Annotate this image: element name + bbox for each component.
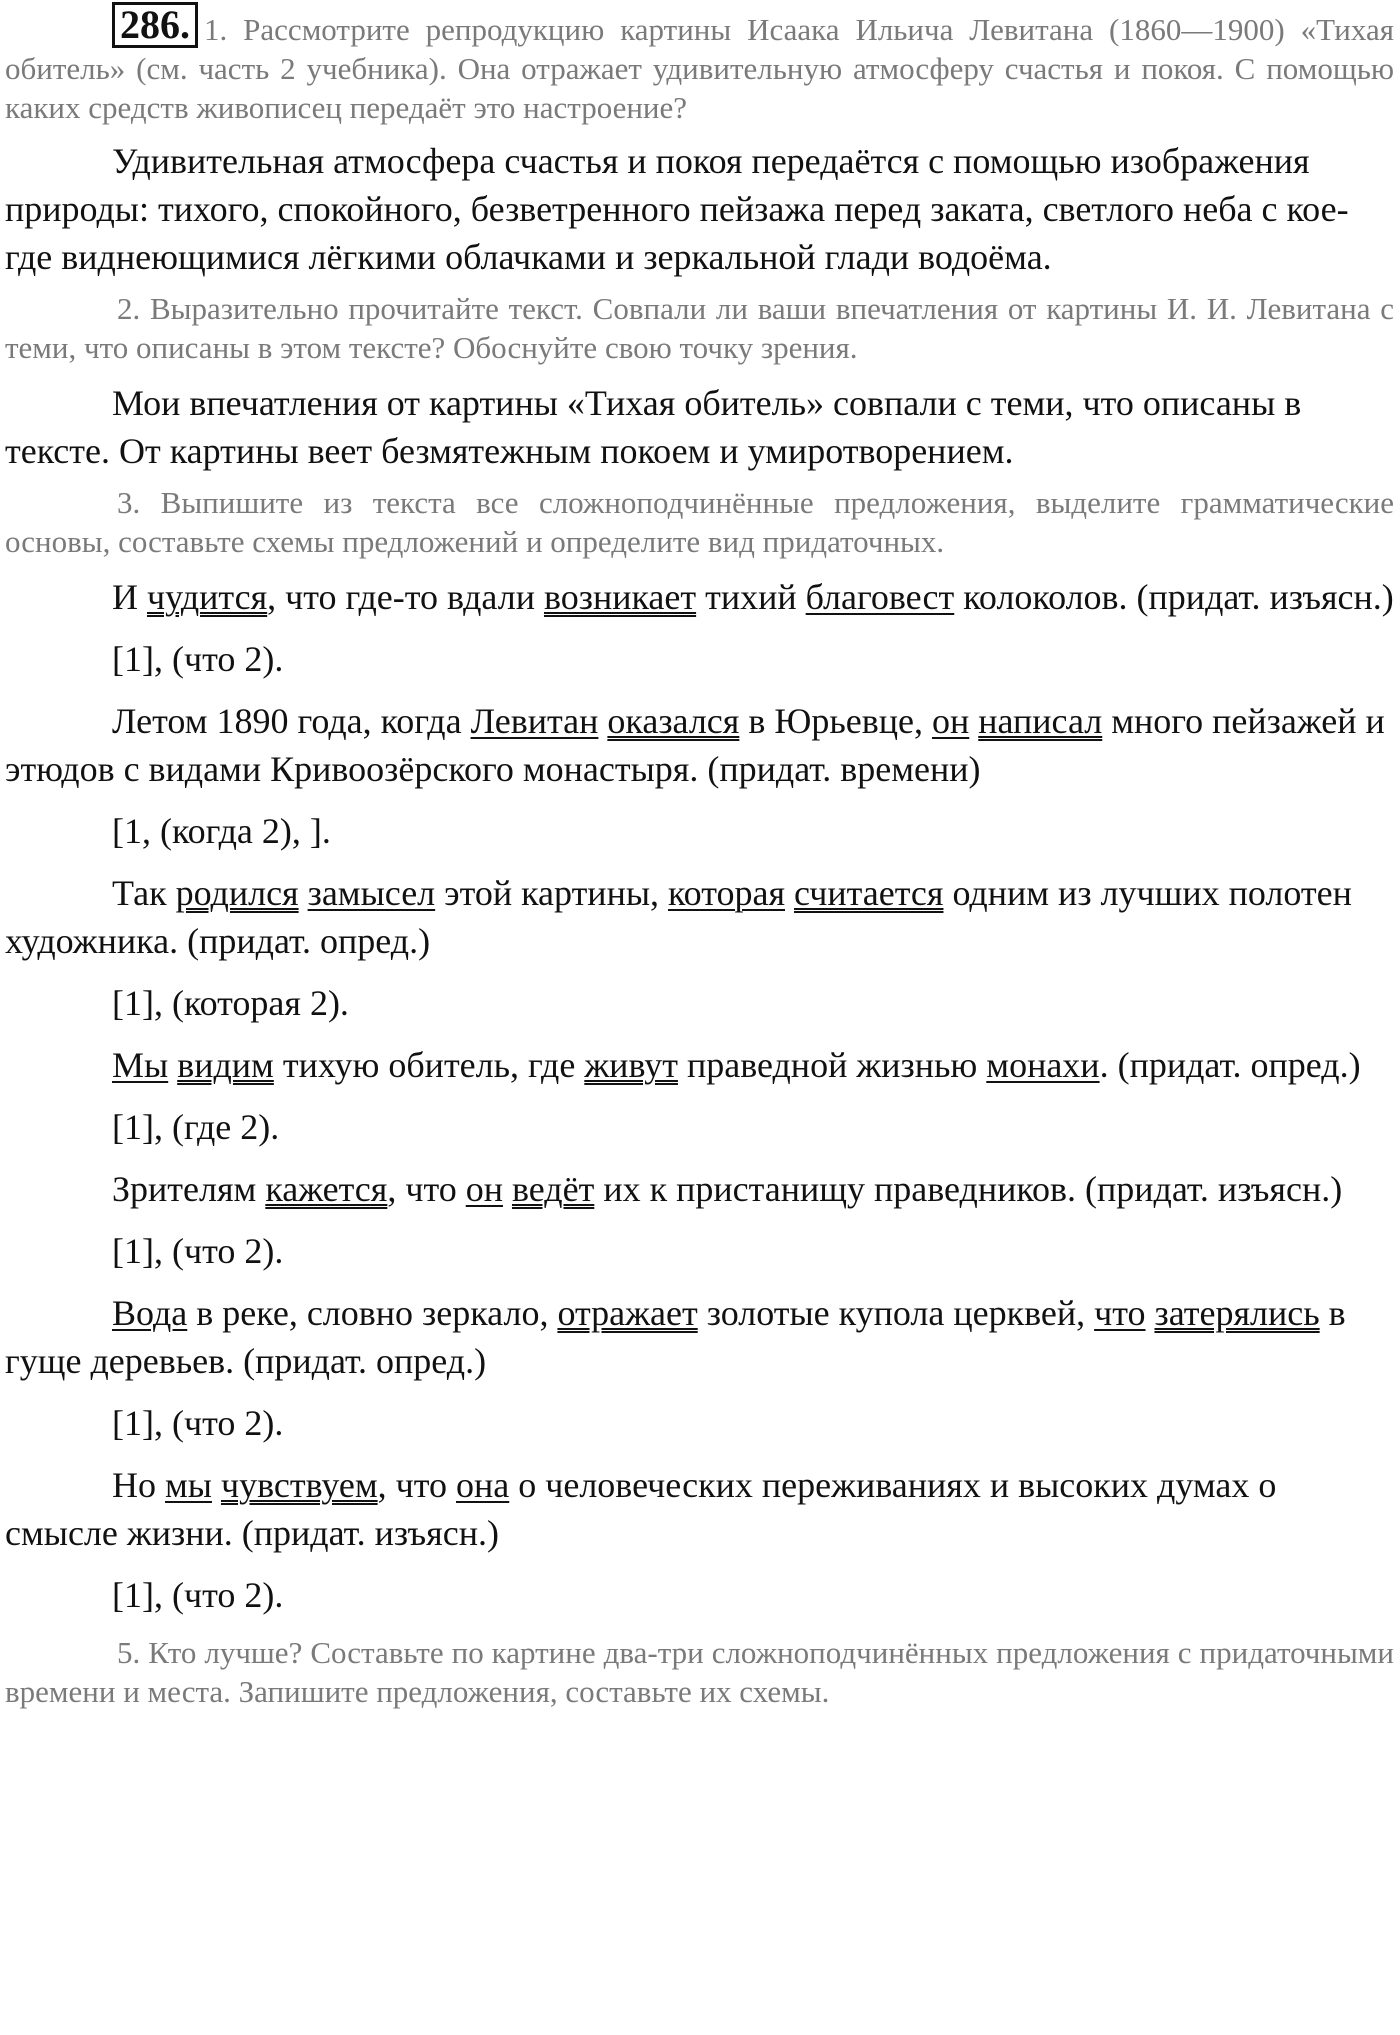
text-segment: праведной жизнью (677, 1045, 987, 1085)
predicate: чувствуем (220, 1465, 378, 1505)
answer-2 (5, 379, 1394, 475)
predicate: считается (794, 873, 944, 913)
subject: замысел (307, 873, 436, 913)
scheme-1: [1], (что 2). (112, 639, 284, 679)
predicate: отражает (557, 1293, 698, 1333)
text-segment: Зрителям (112, 1169, 266, 1209)
sentence-3 (5, 869, 1394, 965)
task-2 (5, 289, 1394, 367)
sentence-2 (5, 697, 1394, 793)
predicate: чудится (147, 577, 268, 617)
sentence-4 (5, 1041, 1394, 1089)
text-segment (969, 701, 978, 741)
predicate: оказался (607, 701, 740, 741)
subject: что (1094, 1293, 1146, 1333)
sentence-7 (5, 1461, 1394, 1557)
task-2-text: 2. Выразительно прочитайте текст. Совпали ли ваши впечатления от картины И. И. Левитана с теми, что описаны в этом тексте? Обоснуйте свою точку зрения. (5, 291, 1394, 365)
text-segment: . (придат. опред.) (1099, 1045, 1361, 1085)
task-1-text: 1. Рассмотрите репродукцию картины Исаака Ильича Левитана (1860—1900) «Тихая обитель» (см. часть 2 учебника). Она отражает удивительную атмосферу счастья и покоя. С помощью каких средств живописец передаёт это настроение? (5, 12, 1394, 125)
predicate: видим (177, 1045, 274, 1085)
text-segment: золотые купола церквей, (697, 1293, 1095, 1333)
subject: он (465, 1169, 503, 1209)
subject: мы (165, 1465, 212, 1505)
subject: монахи (986, 1045, 1100, 1085)
text-segment (503, 1169, 512, 1209)
sentence-1 (5, 573, 1394, 621)
predicate: написал (978, 701, 1103, 741)
subject: Левитан (470, 701, 599, 741)
subject: Мы (112, 1045, 169, 1085)
predicate: возникает (543, 577, 697, 617)
subject: благовест (805, 577, 955, 617)
task-5-text: 5. Кто лучше? Составьте по картине два-три сложноподчинённых предложения с придаточными времени и места. Запишите предложения, составьте их схемы. (5, 1635, 1394, 1709)
task-5 (5, 1633, 1394, 1711)
sentence-5 (5, 1165, 1394, 1213)
text-segment: , что где-то вдали (267, 577, 544, 617)
predicate: ведёт (511, 1169, 595, 1209)
sentence-6 (5, 1289, 1394, 1385)
scheme-4: [1], (где 2). (112, 1107, 280, 1147)
text-segment: в Юрьевце, (739, 701, 932, 741)
subject: он (931, 701, 970, 741)
text-segment: Так (112, 873, 176, 913)
text-segment: Но (112, 1465, 165, 1505)
scheme-2: [1, (когда 2), ]. (112, 811, 331, 851)
text-segment: одним из лучших полотен художника. (придат. опред.) (5, 873, 1352, 961)
subject: которая (668, 873, 785, 913)
page (0, 2, 1400, 2035)
subject: Вода (112, 1293, 188, 1333)
text-segment: И (112, 577, 147, 617)
scheme-6: [1], (что 2). (112, 1403, 284, 1443)
text-segment: тихий (696, 577, 806, 617)
exercise-number: 286. (112, 2, 198, 48)
task-3-text: 3. Выпишите из текста все сложноподчинённые предложения, выделите грамматические основы, составьте схемы предложений и определите вид придаточных. (5, 485, 1394, 559)
predicate: кажется (265, 1169, 388, 1209)
text-segment: Летом 1890 года, когда (112, 701, 471, 741)
text-segment: о человеческих переживаниях и высоких думах о смысле жизни. (придат. изъясн.) (5, 1465, 1277, 1553)
text-segment (168, 1045, 177, 1085)
text-segment (785, 873, 794, 913)
text-segment: , что (377, 1465, 456, 1505)
subject: она (456, 1465, 510, 1505)
scheme-3: [1], (которая 2). (112, 983, 349, 1023)
predicate: живут (584, 1045, 678, 1085)
text-segment: тихую обитель, где (273, 1045, 585, 1085)
text-segment: в реке, словно зеркало, (187, 1293, 558, 1333)
task-3 (5, 483, 1394, 561)
answer-1-text: Удивительная атмосфера счастья и покоя передаётся с помощью изображения природы: тихого, спокойного, безветренного пейзажа перед заката, светлого неба с кое-где виднеющимися лёгкими облачками и зеркальной глади водоёма. (5, 141, 1349, 277)
scheme-7: [1], (что 2). (112, 1575, 284, 1615)
text-segment: , что (387, 1169, 466, 1209)
scheme-5: [1], (что 2). (112, 1231, 284, 1271)
text-segment: много пейзажей и этюдов с видами Кривоозёрского монастыря. (придат. времени) (5, 701, 1385, 789)
text-segment (212, 1465, 221, 1505)
predicate: родился (175, 873, 299, 913)
text-segment (299, 873, 308, 913)
text-segment: их к пристанищу праведников. (придат. изъясн.) (594, 1169, 1343, 1209)
task-1 (5, 2, 1394, 127)
answer-1 (5, 137, 1394, 281)
text-segment: колоколов. (придат. изъясн.) (954, 577, 1394, 617)
answer-2-text: Мои впечатления от картины «Тихая обитель» совпали с теми, что описаны в тексте. От картины веет безмятежным покоем и умиротворением. (5, 383, 1302, 471)
text-segment: этой картины, (435, 873, 669, 913)
text-segment: в гуще деревьев. (придат. опред.) (5, 1293, 1346, 1381)
predicate: затерялись (1154, 1293, 1320, 1333)
